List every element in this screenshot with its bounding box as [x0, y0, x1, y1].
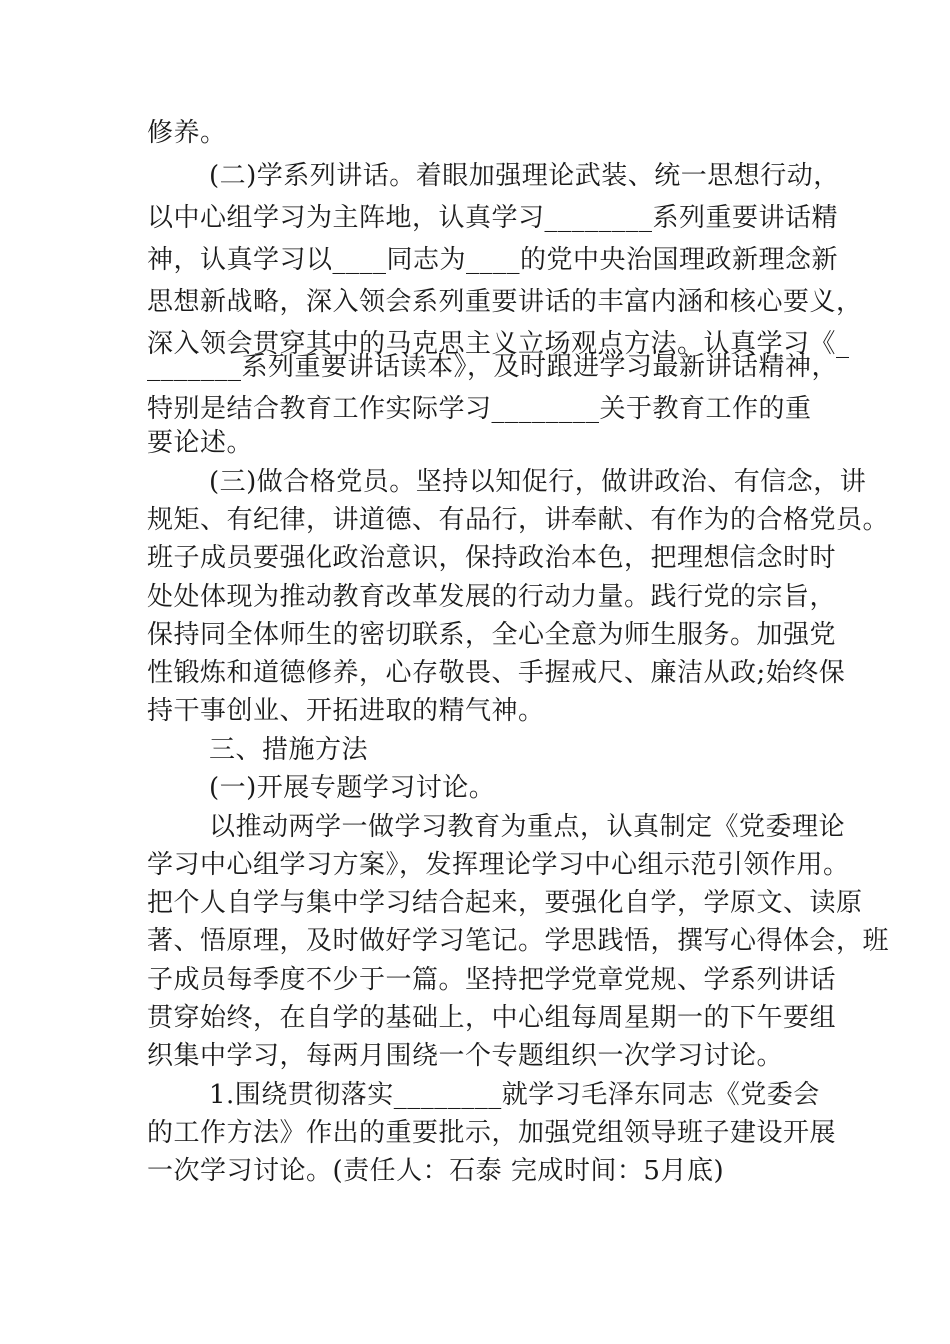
- paragraph-line: _______系列重要讲话读本》，及时跟进学习最新讲话精神，: [147, 352, 839, 382]
- paragraph-line: 学习中心组学习方案》，发挥理论学习中心组示范引领作用。: [147, 850, 850, 880]
- paragraph-line: 班子成员要强化政治意识，保持政治本色，把理想信念时时: [147, 543, 837, 573]
- paragraph-line: 以推动两学一做学习教育为重点，认真制定《党委理论: [209, 812, 846, 842]
- paragraph-line: 持干事创业、开拓进取的精气神。: [147, 696, 545, 726]
- paragraph-line: 特别是结合教育工作实际学习________关于教育工作的重: [147, 394, 812, 424]
- paragraph-line: 处处体现为推动教育改革发展的行动力量。践行党的宗旨，: [147, 582, 837, 612]
- paragraph-line: 修养。: [147, 118, 227, 148]
- paragraph-line: 以中心组学习为主阵地，认真学习________系列重要讲话精: [147, 203, 839, 233]
- subsection-heading-line: (一)开展专题学习讨论。: [209, 773, 496, 803]
- paragraph-line: 一次学习讨论。(责任人：石泰 完成时间：5月底): [147, 1156, 725, 1186]
- paragraph-line: 性锻炼和道德修养，心存敬畏、手握戒尺、廉洁从政;始终保: [147, 658, 846, 688]
- paragraph-line: 贯穿始终，在自学的基础上，中心组每周星期一的下午要组: [147, 1003, 837, 1033]
- paragraph-line: 的工作方法》作出的重要批示，加强党组领导班子建设开展: [147, 1118, 837, 1148]
- paragraph-line: 把个人自学与集中学习结合起来，要强化自学，学原文、读原: [147, 888, 863, 918]
- paragraph-line: 深入领会贯穿其中的马克思主义立场观点方法。认真学习《_: [147, 329, 850, 359]
- paragraph-line: 著、悟原理，及时做好学习笔记。学思践悟，撰写心得体会，班: [147, 926, 890, 956]
- paragraph-line: 要论述。: [147, 428, 254, 458]
- paragraph-line: 保持同全体师生的密切联系，全心全意为师生服务。加强党: [147, 620, 837, 650]
- paragraph-line: 织集中学习，每两月围绕一个专题组织一次学习讨论。: [147, 1041, 784, 1071]
- section-heading-line: (二)学系列讲话。着眼加强理论武装、统一思想行动，: [209, 161, 840, 191]
- paragraph-line: 神，认真学习以____同志为____的党中央治国理政新理念新: [147, 245, 839, 275]
- list-item-line: 1.围绕贯彻落实________就学习毛泽东同志《党委会: [209, 1080, 820, 1110]
- paragraph-line: 思想新战略，深入领会系列重要讲话的丰富内涵和核心要义，: [147, 287, 863, 317]
- paragraph-line: 子成员每季度不少于一篇。坚持把学党章党规、学系列讲话: [147, 965, 837, 995]
- section-heading-line: (三)做合格党员。坚持以知促行，做讲政治、有信念，讲: [209, 467, 867, 497]
- section-heading-line: 三、措施方法: [209, 735, 369, 765]
- paragraph-line: 规矩、有纪律，讲道德、有品行，讲奉献、有作为的合格党员。: [147, 505, 890, 535]
